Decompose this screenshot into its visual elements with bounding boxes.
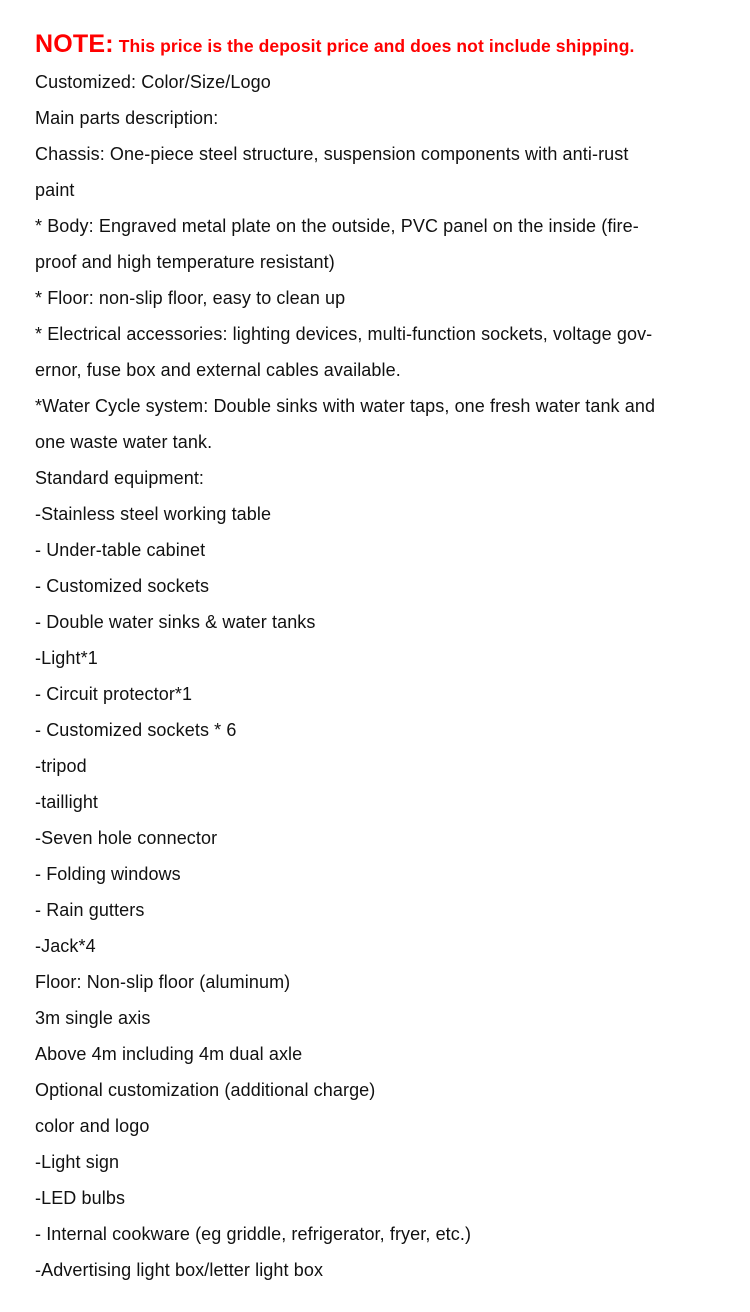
description-line: * Electrical accessories: lighting devices, multi-function sockets, voltage gov- bbox=[35, 324, 653, 344]
description-line: Customized: Color/Size/Logo bbox=[35, 72, 271, 92]
description-line: - Customized sockets bbox=[35, 576, 210, 596]
product-description bbox=[35, 24, 735, 1288]
description-line: Standard equipment: bbox=[35, 468, 205, 488]
description-line: -Light*1 bbox=[35, 648, 98, 668]
description-line: *Water Cycle system: Double sinks with water taps, one fresh water tank and bbox=[35, 396, 656, 416]
description-line: -tripod bbox=[35, 756, 87, 776]
description-line: -Jack*4 bbox=[35, 936, 96, 956]
description-line: color and logo bbox=[35, 1116, 150, 1136]
description-line: - Rain gutters bbox=[35, 900, 145, 920]
description-line: -Stainless steel working table bbox=[35, 504, 272, 524]
description-line: -Seven hole connector bbox=[35, 828, 218, 848]
description-line: -LED bulbs bbox=[35, 1188, 126, 1208]
description-line: ernor, fuse box and external cables available. bbox=[35, 360, 401, 380]
description-line: Chassis: One-piece steel structure, suspension components with anti-rust bbox=[35, 144, 629, 164]
description-lines bbox=[35, 64, 735, 1288]
description-line: paint bbox=[35, 180, 75, 200]
description-line: - Folding windows bbox=[35, 864, 181, 884]
note-label: NOTE: bbox=[35, 30, 114, 58]
note-text: This price is the deposit price and does not include shipping. bbox=[113, 36, 635, 56]
description-line: Above 4m including 4m dual axle bbox=[35, 1044, 303, 1064]
description-line: - Customized sockets * 6 bbox=[35, 720, 237, 740]
description-line: Main parts description: bbox=[35, 108, 219, 128]
description-line: - Double water sinks & water tanks bbox=[35, 612, 316, 632]
shipping-note bbox=[35, 24, 735, 64]
description-line: -Light sign bbox=[35, 1152, 120, 1172]
description-line: -taillight bbox=[35, 792, 99, 812]
description-line: - Under-table cabinet bbox=[35, 540, 206, 560]
description-line: - Internal cookware (eg griddle, refrigerator, fryer, etc.) bbox=[35, 1224, 472, 1244]
description-line: proof and high temperature resistant) bbox=[35, 252, 335, 272]
description-line: Floor: Non-slip floor (aluminum) bbox=[35, 972, 291, 992]
description-line: Optional customization (additional charge) bbox=[35, 1080, 376, 1100]
description-line: * Floor: non-slip floor, easy to clean up bbox=[35, 288, 346, 308]
description-line: -Advertising light box/letter light box bbox=[35, 1260, 324, 1280]
description-line: 3m single axis bbox=[35, 1008, 151, 1028]
description-line: * Body: Engraved metal plate on the outside, PVC panel on the inside (fire- bbox=[35, 216, 639, 236]
description-line: one waste water tank. bbox=[35, 432, 213, 452]
description-line: - Circuit protector*1 bbox=[35, 684, 193, 704]
